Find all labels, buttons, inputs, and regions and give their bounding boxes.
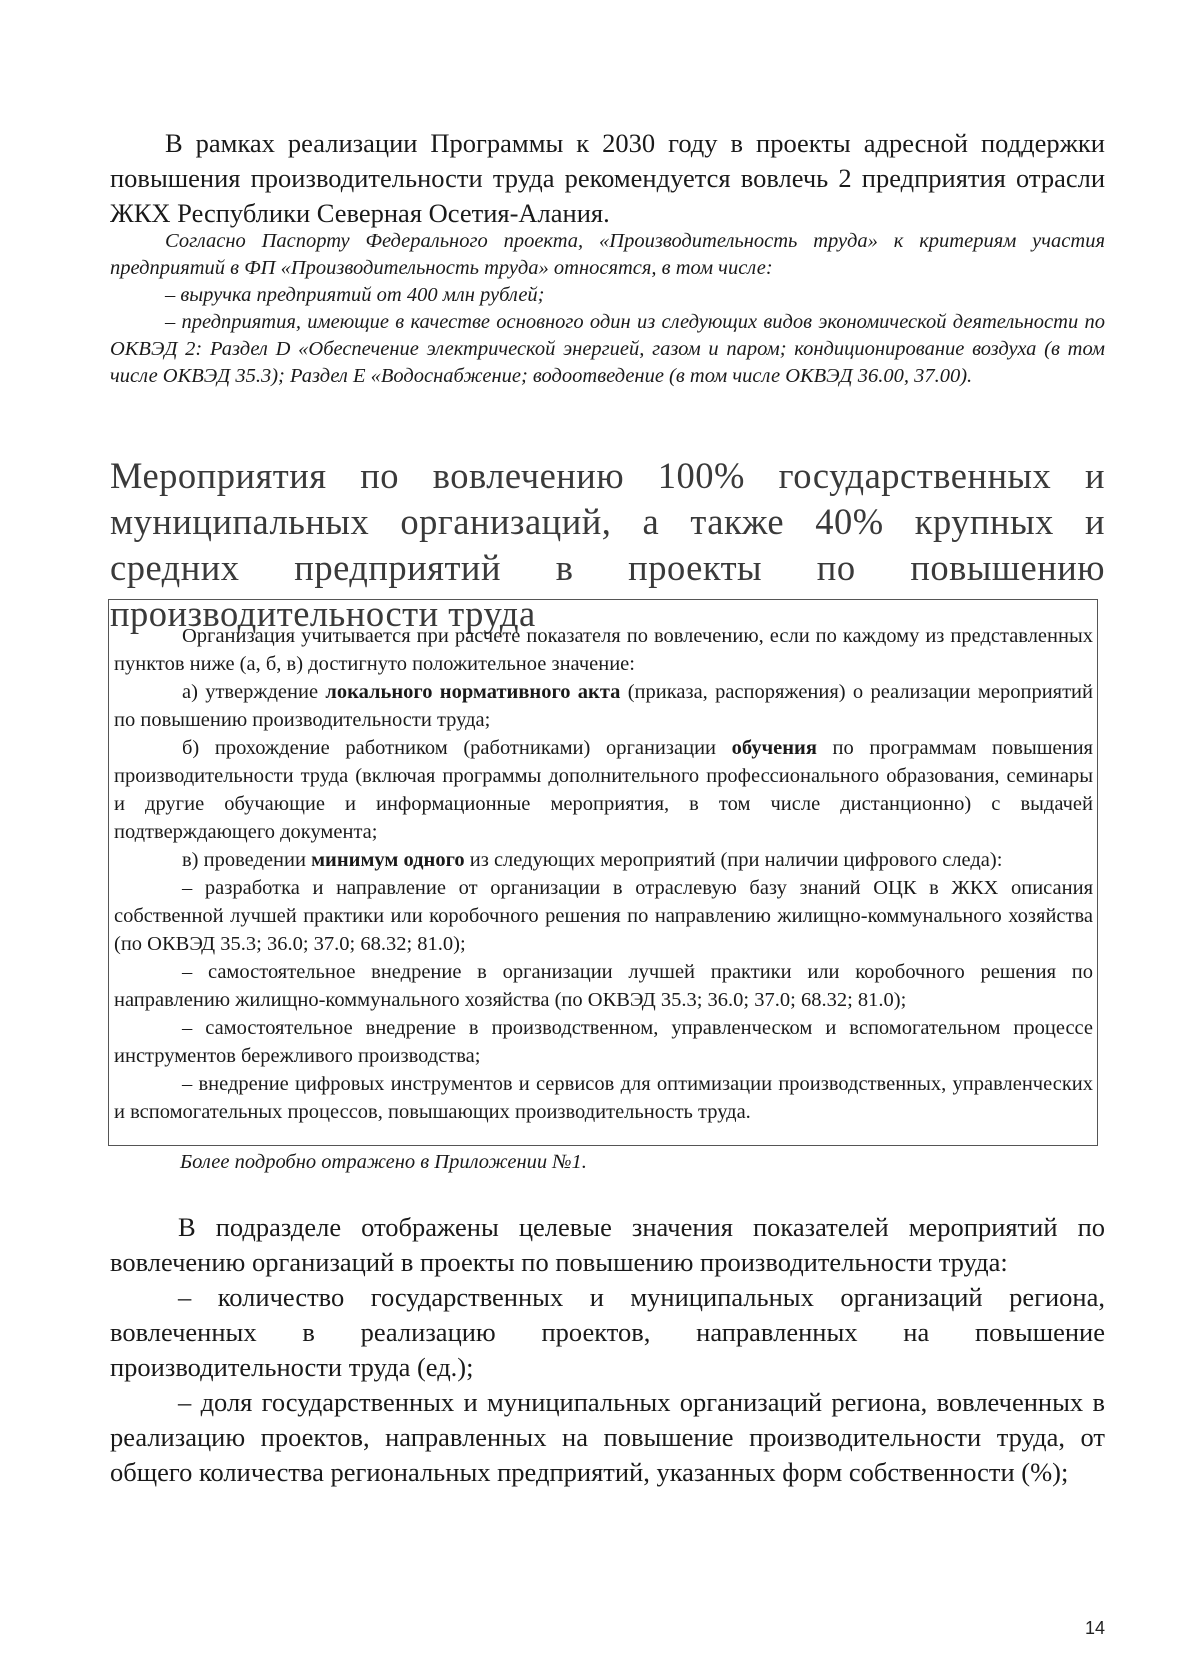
criteria-item-okved: – предприятия, имеющие в качестве основного один из следующих видов экономической деятельности по ОКВЭД 2: Раздел D «Обеспечение электрической энергией, газом и паром; кондиционирование воздуха (в том числе ОКВЭД 35.3); Раздел E «Водоснабжение; водоотведение (в том числе ОКВЭД 36.00, 37.00). [110, 311, 1105, 387]
appendix-note: Более подробно отражено в Приложении №1. [180, 1151, 587, 1173]
box-item-c-prefix: в) проведении [182, 849, 312, 871]
box-item-c [114, 846, 1093, 874]
indicators-block [110, 1210, 1105, 1490]
box-intro: Организация учитывается при расчете показателя по вовлечению, если по каждому из представленных пунктов ниже (а, б, в) достигнуто положительное значение: [114, 625, 1093, 675]
criteria-item-revenue: – выручка предприятий от 400 млн рублей; [165, 284, 545, 306]
box-item-c-bold: минимум одного [311, 849, 465, 871]
box-item-a-bold: локального нормативного акта [325, 681, 621, 703]
box-item-c-suffix: из следующих мероприятий (при наличии цифрового следа): [464, 849, 1003, 871]
box-item-a [114, 678, 1093, 734]
box-item-a-suffix: (приказа, распоряжения) о реализации мероприятий по повышению производительности труда; [114, 681, 1093, 731]
page-number: 14 [1084, 1618, 1105, 1638]
box-item-b [114, 734, 1093, 846]
criteria-lead: Согласно Паспорту Федерального проекта, «Производительность труда» к критериям участия предприятий в ФП «Производительность труда» относятся, в том числе: [110, 230, 1105, 279]
box-subitem: – внедрение цифровых инструментов и сервисов для оптимизации производственных, управленческих и вспомогательных процессов, повышающих производительность труда. [114, 1073, 1093, 1123]
box-subitem: – самостоятельное внедрение в организации лучшей практики или коробочного решения по направлению жилищно-коммунального хозяйства (по ОКВЭД 35.3; 36.0; 37.0; 68.32; 81.0); [114, 961, 1093, 1011]
indicator-item: – доля государственных и муниципальных организаций региона, вовлеченных в реализацию проектов, направленных на повышение производительности труда, от общего количества региональных предприятий, указанных форм собственности (%); [110, 1387, 1105, 1487]
box-item-b-bold: обучения [731, 737, 817, 759]
section-heading: Мероприятия по вовлечению 100% государственных и муниципальных организаций, а также 40% крупных и средних предприятий в проекты по повышению производительности труда [110, 455, 1105, 634]
indicator-item: – количество государственных и муниципальных организаций региона, вовлеченных в реализацию проектов, направленных на повышение производительности труда (ед.); [110, 1282, 1105, 1382]
framed-note-box [108, 599, 1098, 1146]
box-subitem: – самостоятельное внедрение в производственном, управленческом и вспомогательном процессе инструментов бережливого производства; [114, 1017, 1093, 1067]
criteria-block [110, 228, 1105, 390]
box-item-b-prefix: б) прохождение работником (работниками) организации [182, 737, 732, 759]
box-subitem: – разработка и направление от организации в отраслевую базу знаний ОЦК в ЖКХ описания собственной лучшей практики или коробочного решения по направлению жилищно-коммунального хозяйства (по ОКВЭД 35.3; 36.0; 37.0; 68.32; 81.0); [114, 877, 1093, 955]
box-item-b-suffix: по программам повышения производительности труда (включая программы дополнительного профессионального образования, семинары и другие обучающие и информационные мероприятия, в том числе дистанционно) с выдачей подтверждающего документа; [114, 737, 1093, 843]
box-item-a-prefix: а) утверждение [182, 681, 326, 703]
indicators-lead: В подразделе отображены целевые значения показателей мероприятий по вовлечению организаций в проекты по повышению производительности труда: [110, 1212, 1105, 1277]
intro-paragraph: В рамках реализации Программы к 2030 году в проекты адресной поддержки повышения производительности труда рекомендуется вовлечь 2 предприятия отрасли ЖКХ Республики Северная Осетия-Алания. [110, 128, 1105, 228]
